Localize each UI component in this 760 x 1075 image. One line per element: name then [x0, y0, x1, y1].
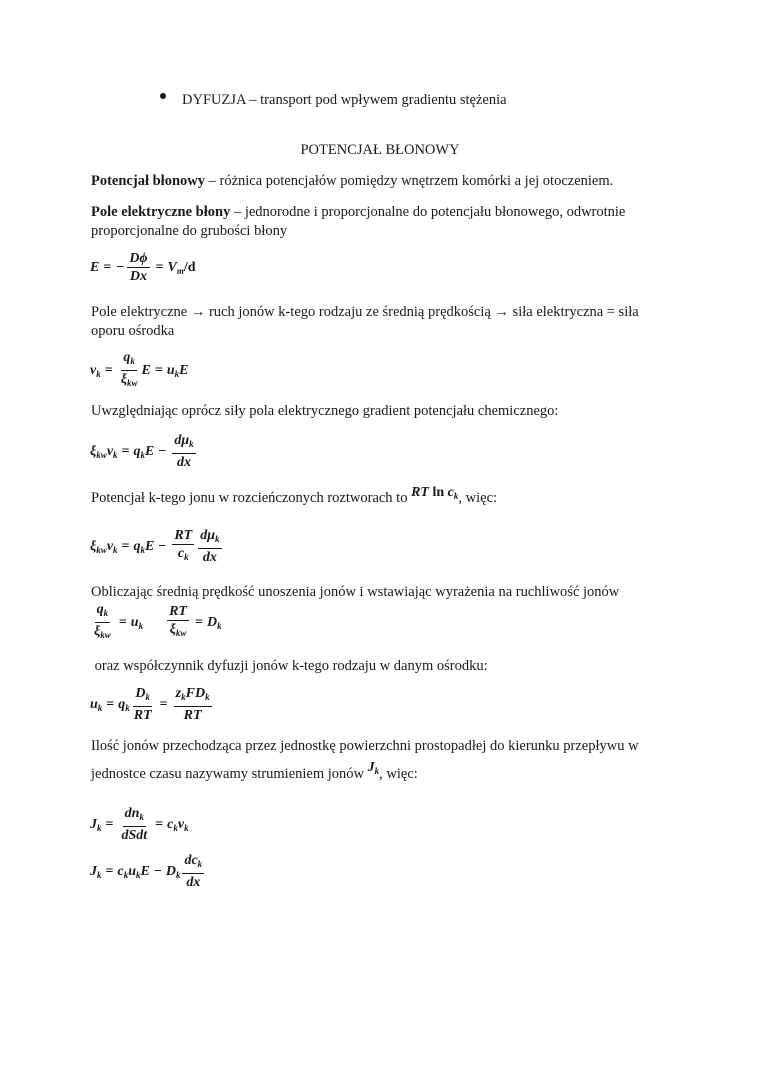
eq-sub: kw	[127, 378, 138, 388]
eq-fraction	[119, 806, 149, 843]
eq-rhs: D	[206, 614, 218, 630]
eq-term: E	[145, 538, 155, 554]
eq-sub: k	[205, 692, 210, 702]
eq-den: ξ	[120, 372, 127, 387]
eq-sub: kw	[100, 630, 111, 640]
eq-term: u	[128, 863, 136, 879]
eq-sub: k	[113, 449, 118, 460]
eq-rhs: V	[167, 259, 177, 275]
eq-term: ξ	[90, 443, 97, 459]
eq-term: q	[133, 443, 141, 459]
eq-fraction	[172, 528, 194, 565]
eq-sub: m	[176, 265, 184, 276]
eq-den: dx	[202, 550, 217, 565]
eq-lhs: J	[90, 863, 97, 879]
eq-tail: /d	[183, 259, 196, 275]
eq-term: E	[179, 362, 189, 378]
equation-flux-def: $J_k$ = $\frac{dn_k}{\text{dSdt}}$ = $c_kv_k$	[90, 806, 189, 843]
paragraph-diffusion-coeff: oraz współczynnik dyfuzji jonów k-tego rodzaju w danym ośrodku:	[91, 658, 488, 674]
term: Pole elektryczne błony	[91, 204, 231, 220]
eq-term: D	[165, 863, 176, 879]
definition-text: – jednorodne i proporcjonalne do potencjału błonowego, odwrotnie proporcjonalne do grubości błony	[91, 204, 626, 239]
term: Potencjał błonowy	[91, 173, 205, 189]
eq-fraction	[92, 602, 113, 643]
eq-num: dc	[184, 853, 198, 868]
eq-den: Dx	[129, 269, 147, 284]
eq-fraction	[167, 604, 189, 641]
eq-term: q	[133, 538, 141, 554]
eq-den: dx	[176, 455, 191, 470]
eq-lhs: v	[90, 362, 97, 378]
eq-sub: kw	[96, 544, 107, 555]
bullet-dot	[160, 93, 166, 99]
eq-num: D	[135, 686, 146, 701]
eq-den: RT	[133, 708, 152, 723]
definition-text: – różnica potencjałów pomiędzy wnętrzem komórki a jej otoczeniem.	[204, 173, 614, 189]
eq-den: ξ	[94, 624, 101, 639]
equation-einstein: $u_k$ = $q_k$ $\frac{D_k}{RT}$ = $\frac{z_kFD_k}{RT}$	[90, 686, 210, 723]
eq-sub: k	[140, 544, 146, 555]
equation-force-balance-rt: $\xi_{kw}v_k$ = $q_kE$ − $\frac{RT}{c_k}$ $\frac{d\mu_k}{dx}$	[90, 528, 220, 565]
equation-mobility-diffusion: $\frac{q_k}{\xi_{kw}}$ = $u_k$ $\frac{RT}{\xi_{kw}}$ = $D_k$	[90, 602, 222, 643]
eq-den: dSdt	[121, 828, 148, 843]
paragraph-flux-line1: Ilość jonów przechodząca przez jednostkę powierzchni prostopadłej do kierunku przepływu w	[91, 738, 639, 754]
definition-membrane-potential	[91, 172, 671, 191]
eq-sub: kw	[175, 628, 187, 638]
eq-sub: k	[138, 620, 144, 631]
eq-sub: k	[181, 692, 186, 702]
bullet-text: DYFUZJA – transport pod wpływem gradientu stężenia	[182, 92, 507, 108]
eq-sub: k	[374, 766, 380, 776]
definition-electric-field	[91, 203, 671, 241]
eq-lhs: u	[90, 696, 98, 712]
eq-fraction	[172, 433, 195, 470]
text: , więc:	[458, 490, 498, 506]
eq-lhs: E	[90, 259, 100, 275]
eq-rhs: u	[130, 614, 139, 630]
eq-term: E	[140, 863, 150, 879]
eq-sub: k	[184, 552, 189, 562]
eq-sub: k	[96, 368, 101, 379]
eq-term: c	[167, 816, 174, 832]
eq-num: Dϕ	[129, 251, 148, 266]
eq-sub: k	[97, 702, 103, 713]
eq-num: z	[175, 686, 182, 701]
eq-num: RT	[174, 528, 193, 543]
eq-sub: k	[123, 869, 129, 880]
eq-sub: k	[97, 869, 102, 880]
text: Potencjał k-tego jonu w rozcieńczonych roztworach to	[91, 490, 412, 506]
eq-term: c	[447, 485, 454, 500]
eq-term: c	[117, 863, 124, 879]
equation-nernst-planck: $J_k$ = $c_ku_kE$ − $D_k$ $\frac{dc_k}{dx}$	[90, 853, 203, 890]
eq-sub: kw	[96, 449, 107, 460]
section-heading: POTENCJAŁ BŁONOWY	[300, 142, 460, 158]
eq-sub: k	[184, 822, 189, 833]
eq-num: q	[96, 602, 104, 617]
eq-sub: k	[97, 822, 102, 833]
eq-sub: k	[139, 812, 144, 822]
eq-lhs: J	[90, 816, 97, 832]
eq-sub: k	[189, 439, 194, 449]
paragraph-ion-potential	[91, 485, 671, 512]
eq-fraction	[182, 853, 204, 890]
eq-term: v	[106, 538, 114, 554]
eq-term: ξ	[90, 538, 97, 554]
eq-den: dx	[186, 875, 201, 890]
eq-rhs: u	[166, 362, 175, 378]
eq-fraction	[132, 686, 154, 723]
eq-sub: k	[197, 859, 203, 869]
eq-sub: k	[125, 702, 130, 713]
eq-den: ξ	[169, 622, 176, 637]
eq-den: c	[177, 546, 185, 561]
eq-fraction	[119, 350, 140, 391]
eq-term: RT	[411, 485, 429, 500]
eq-term: v	[106, 443, 114, 459]
eq-fraction	[127, 251, 149, 284]
eq-sub: k	[136, 869, 141, 880]
text: , więc:	[379, 766, 418, 782]
eq-num: RT	[169, 604, 187, 619]
eq-sub: k	[113, 544, 118, 555]
eq-sub: k	[140, 449, 146, 460]
paragraph-flux-line2	[91, 760, 671, 788]
eq-term: v	[177, 816, 185, 832]
equation-velocity: $v_k$ = $\frac{q_k}{\xi_{kw}}$ E = $u_kE$	[90, 350, 188, 391]
eq-sub: k	[173, 822, 178, 833]
equation-field: E = − $\frac{D\phi}{Dx}$ = $V_m/d$	[90, 251, 196, 284]
eq-sub: k	[217, 620, 222, 631]
eq-term: E	[145, 443, 155, 459]
eq-sign: −	[116, 259, 125, 275]
eq-num: dμ	[174, 433, 190, 448]
eq-fraction	[198, 528, 221, 565]
inline-math	[411, 485, 458, 500]
paragraph-field-motion: Pole elektryczne → ruch jonów k-tego rodzaju ze średnią prędkością → siła elektryczna = siła oporu ośrodka	[91, 304, 639, 339]
eq-term: J	[367, 760, 375, 775]
inline-math	[368, 760, 380, 775]
eq-sub: k	[453, 491, 459, 501]
eq-fraction	[174, 686, 212, 723]
eq-term: q	[118, 696, 126, 712]
eq-sub: k	[145, 692, 151, 702]
equation-force-balance: $\xi_{kw}v_k$ = $q_kE$ − $\frac{d\mu_k}{dx}$	[90, 433, 194, 470]
eq-sub: k	[130, 356, 135, 366]
eq-sub: k	[103, 608, 109, 618]
eq-num: FD	[185, 686, 206, 701]
paragraph-chem-gradient: Uwzględniając oprócz siły pola elektrycznego gradient potencjału chemicznego:	[91, 403, 559, 419]
eq-num: dμ	[200, 528, 216, 543]
eq-sub: k	[215, 534, 220, 544]
eq-sub: k	[174, 368, 180, 379]
eq-sub: k	[175, 869, 181, 880]
eq-den: RT	[183, 708, 202, 723]
eq-num: q	[123, 350, 131, 365]
eq-num: dn	[124, 806, 140, 821]
text: jednostce czasu nazywamy strumieniem jonów	[91, 766, 368, 782]
eq-term: E	[141, 362, 151, 378]
paragraph-mobility: Obliczając średnią prędkość unoszenia jonów i wstawiając wyrażenia na ruchliwość jonów	[91, 584, 620, 600]
eq-func: ln	[432, 485, 445, 500]
